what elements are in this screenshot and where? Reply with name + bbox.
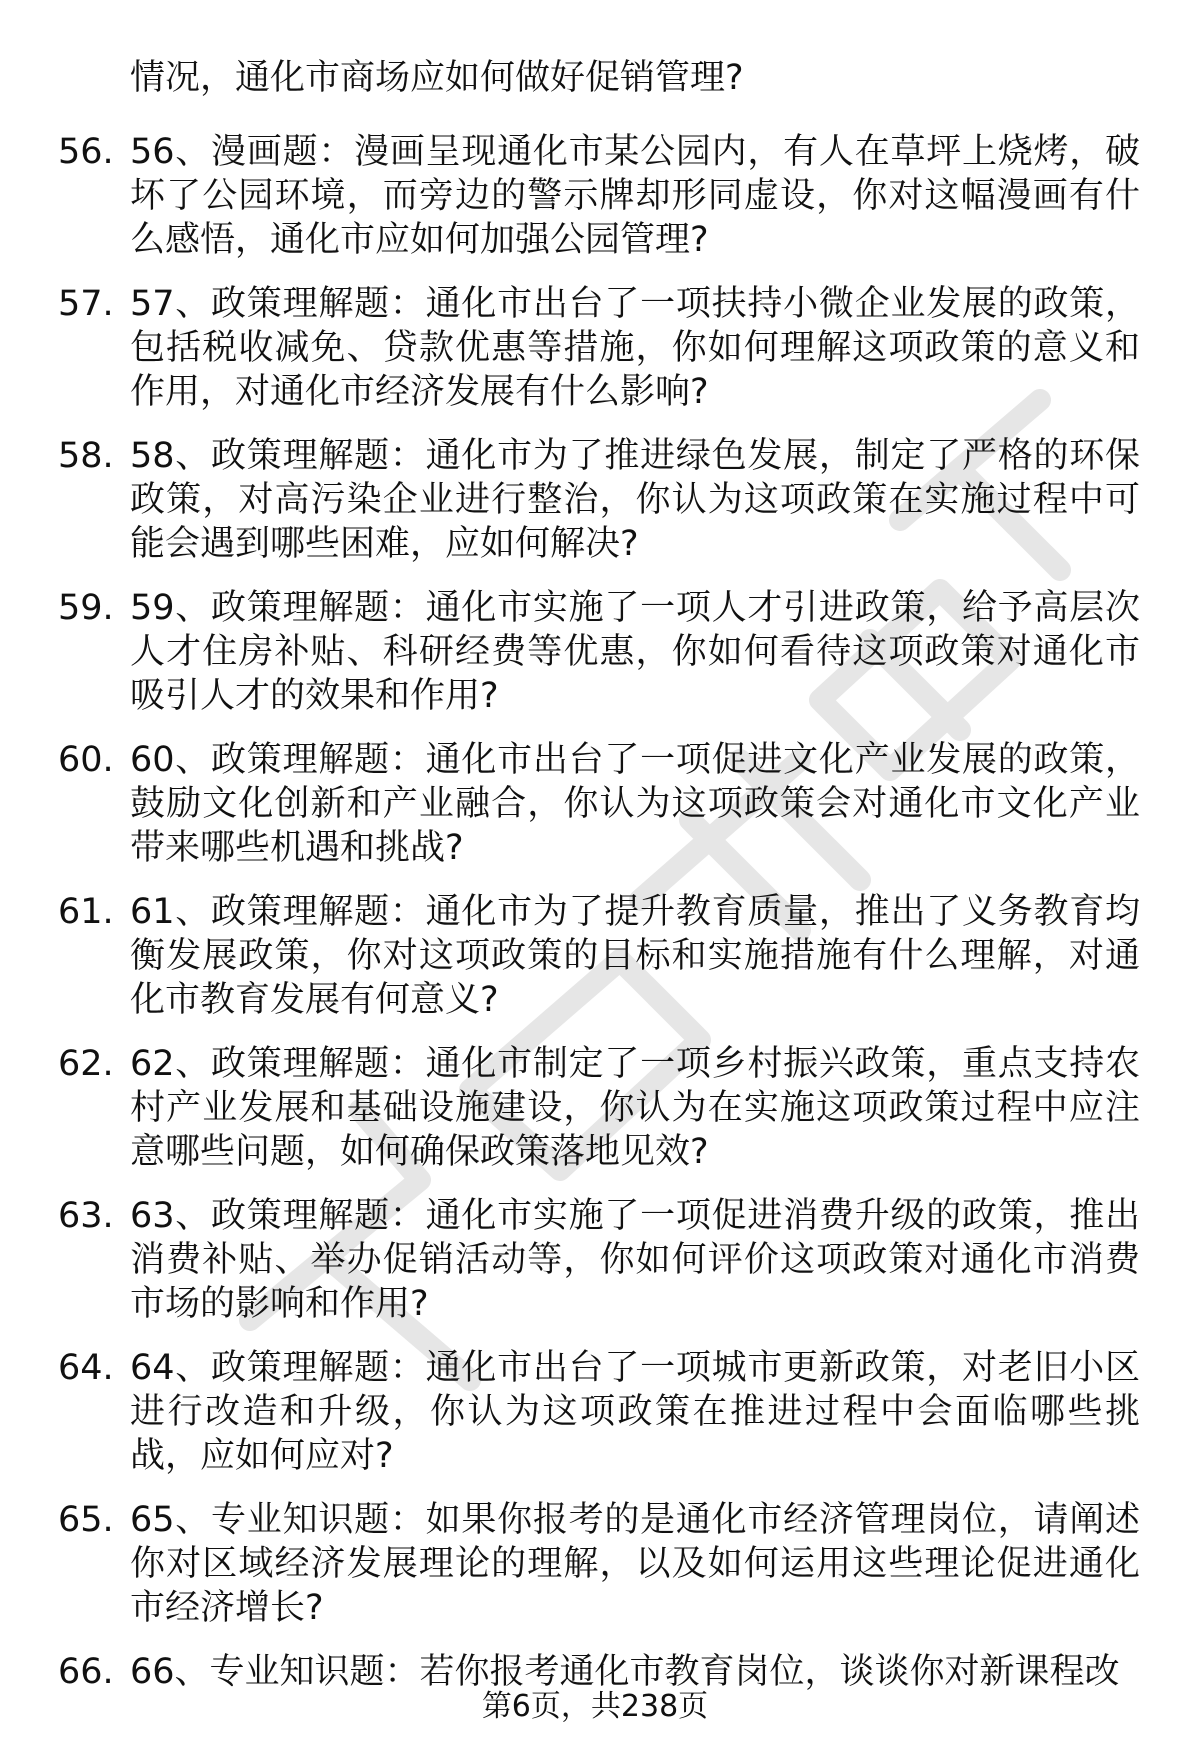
question-text: 60、政策理解题：通化市出台了一项促进文化产业发展的政策，鼓励文化创新和产业融合，你认为这项政策会对通化市文化产业带来哪些机遇和挑战? xyxy=(130,740,1140,868)
question-number: 56. xyxy=(58,132,114,172)
question-text: 66、专业知识题：若你报考通化市教育岗位，谈谈你对新课程改 xyxy=(130,1652,1120,1692)
question-text: 56、漫画题：漫画呈现通化市某公园内，有人在草坪上烧烤，破坏了公园环境，而旁边的警示牌却形同虚设，你对这幅漫画有什么感悟，通化市应如何加强公园管理? xyxy=(130,132,1140,260)
question-text: 59、政策理解题：通化市实施了一项人才引进政策，给予高层次人才住房补贴、科研经费等优惠，你如何看待这项政策对通化市吸引人才的效果和作用? xyxy=(130,588,1140,716)
list-item xyxy=(0,890,1190,1022)
question-text: 63、政策理解题：通化市实施了一项促进消费升级的政策，推出消费补贴、举办促销活动等，你如何评价这项政策对通化市消费市场的影响和作用? xyxy=(130,1196,1140,1324)
list-item xyxy=(0,1194,1190,1326)
list-item xyxy=(0,130,1190,262)
question-number: 60. xyxy=(58,740,114,780)
list-item xyxy=(0,282,1190,414)
question-number: 64. xyxy=(58,1348,114,1388)
question-number: 63. xyxy=(58,1196,114,1236)
list-item xyxy=(0,1498,1190,1630)
question-number: 61. xyxy=(58,892,114,932)
question-number: 66. xyxy=(58,1652,114,1692)
question-number: 65. xyxy=(58,1500,114,1540)
list-item xyxy=(0,586,1190,718)
question-number: 59. xyxy=(58,588,114,628)
question-number: 57. xyxy=(58,284,114,324)
question-list xyxy=(0,130,1190,1714)
question-text: 57、政策理解题：通化市出台了一项扶持小微企业发展的政策，包括税收减免、贷款优惠等措施，你如何理解这项政策的意义和作用，对通化市经济发展有什么影响? xyxy=(130,284,1140,412)
question-number: 62. xyxy=(58,1044,114,1084)
list-item xyxy=(0,1042,1190,1174)
list-item xyxy=(0,1346,1190,1478)
question-number: 58. xyxy=(58,436,114,476)
question-text: 61、政策理解题：通化市为了提升教育质量，推出了义务教育均衡发展政策，你对这项政策的目标和实施措施有什么理解，对通化市教育发展有何意义? xyxy=(130,892,1140,1020)
list-item xyxy=(0,738,1190,870)
list-item xyxy=(0,434,1190,566)
question-text: 58、政策理解题：通化市为了推进绿色发展，制定了严格的环保政策，对高污染企业进行整治，你认为这项政策在实施过程中可能会遇到哪些困难，应如何解决? xyxy=(130,436,1140,564)
page-footer: 第6页，共238页 xyxy=(481,1689,709,1724)
question-text: 64、政策理解题：通化市出台了一项城市更新政策，对老旧小区进行改造和升级，你认为这项政策在推进过程中会面临哪些挑战，应如何应对? xyxy=(130,1348,1140,1476)
continuation-text: 情况，通化市商场应如何做好促销管理? xyxy=(130,58,744,98)
question-text: 65、专业知识题：如果你报考的是通化市经济管理岗位，请阐述你对区域经济发展理论的理解，以及如何运用这些理论促进通化市经济增长? xyxy=(130,1500,1140,1628)
question-text: 62、政策理解题：通化市制定了一项乡村振兴政策，重点支持农村产业发展和基础设施建设，你认为在实施这项政策过程中应注意哪些问题，如何确保政策落地见效? xyxy=(130,1044,1140,1172)
